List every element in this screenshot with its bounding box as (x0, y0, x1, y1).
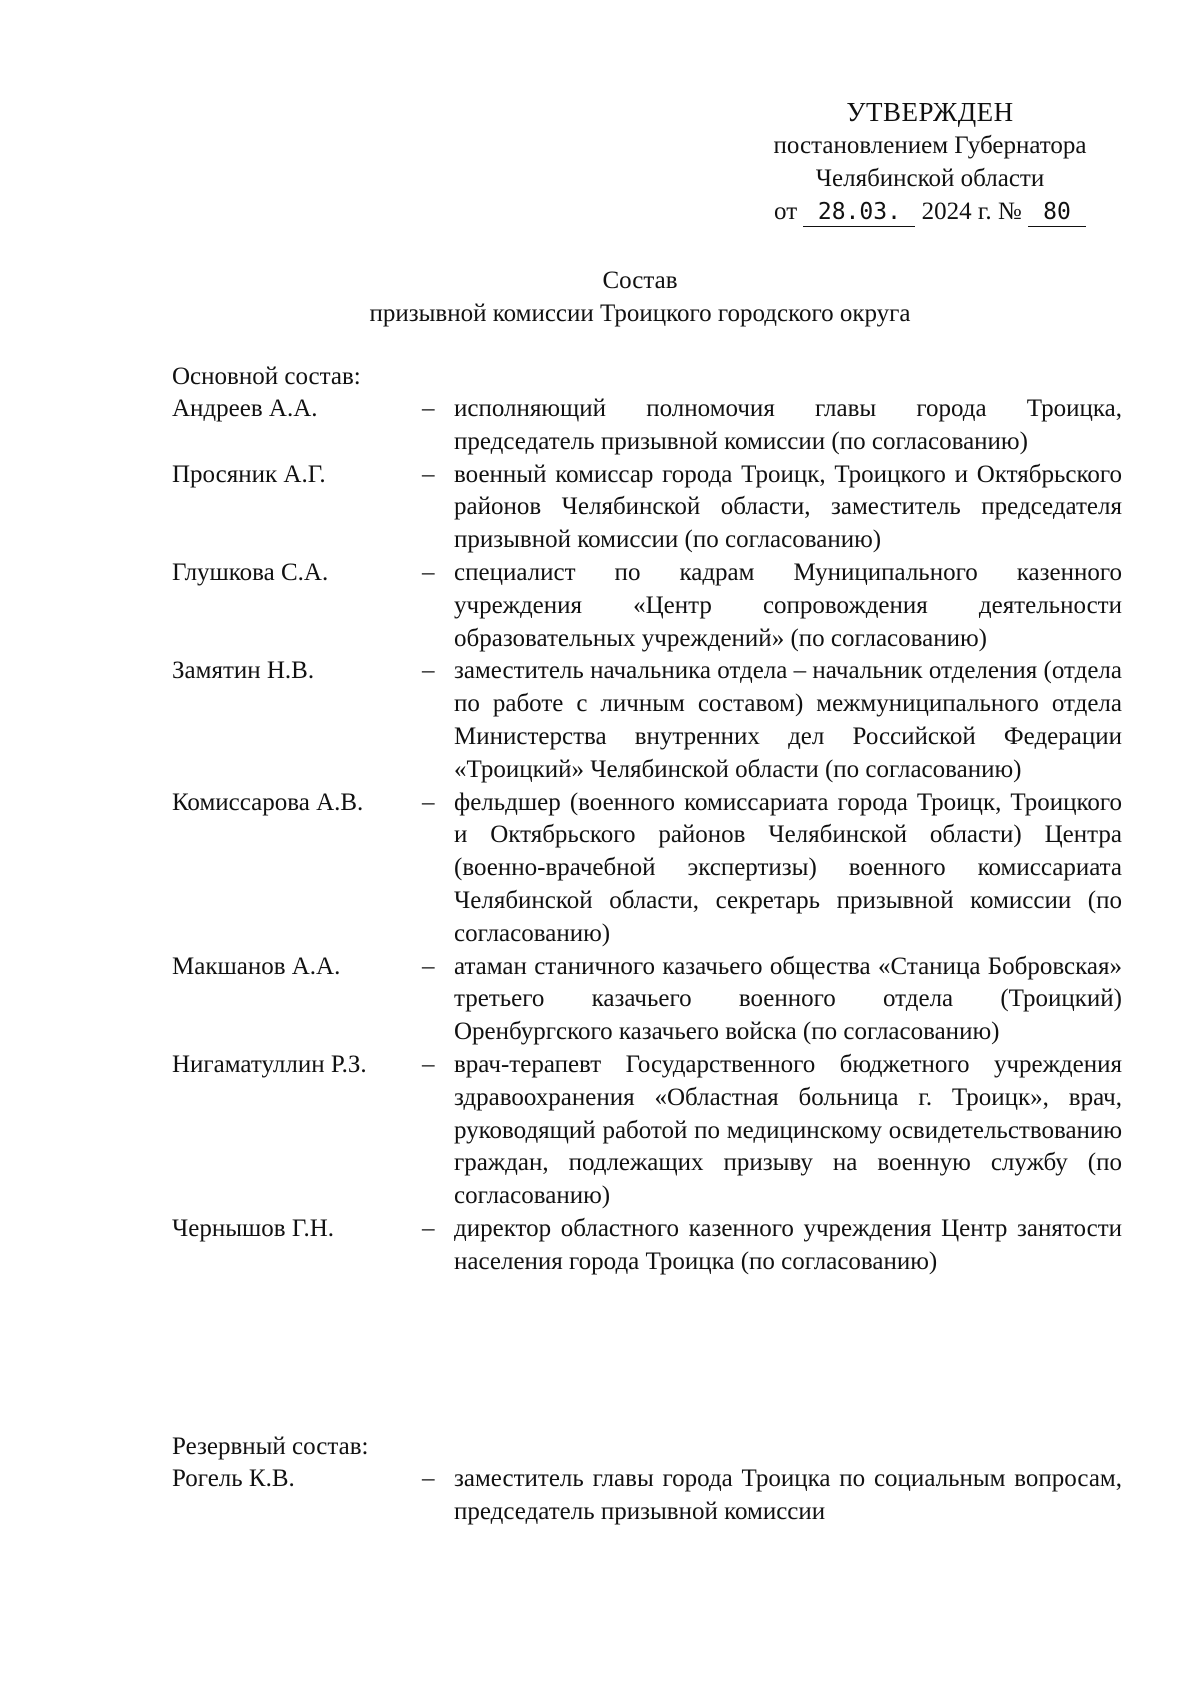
member-description: специалист по кадрам Муниципального казенного учреждения «Центр сопровождения деятельности образовательных учреждений» (по согласованию) (454, 558, 1122, 652)
member-description: врач-терапевт Государственного бюджетного учреждения здравоохранения «Областная больница г. Троицк», врач, руководящий работой по медицинскому освидетельствованию граждан, подлежащих призыву на военную службу (по согласованию) (454, 1050, 1122, 1210)
member-dash: – (422, 952, 435, 980)
member-description: военный комиссар города Троицк, Троицкого и Октябрьского районов Челябинской области, заместитель председателя призывной комиссии (по согласованию) (454, 460, 1122, 554)
document-subtitle: призывной комиссии Троицкого городского округа (369, 300, 911, 327)
document-heading (200, 264, 1080, 330)
main-members-list (172, 393, 1122, 1279)
document-title: Состав (602, 267, 678, 294)
member-row (172, 557, 1122, 655)
member-description: заместитель начальника отдела – начальник отделения (отдела по работе с личным составом) межмуниципального отдела Министерства внутренних дел Российской Федерации «Троицкий» Челябинской области (по согласованию) (454, 657, 1122, 783)
member-name: Макшанов А.А. (172, 952, 341, 980)
member-name: Андреев А.А. (172, 395, 318, 422)
reserve-members-list (172, 1463, 1122, 1529)
approval-stamp (720, 96, 1140, 228)
approval-date: 28.03. (803, 198, 915, 227)
member-description: атаман станичного казачьего общества «Станица Бобровская» третьего казачьего военного отдела (Троицкий) Оренбургского казачьего войска (по согласованию) (454, 952, 1122, 1046)
member-row (172, 787, 1122, 951)
approval-number: 80 (1028, 198, 1086, 227)
member-description: заместитель главы города Троицка по социальным вопросам, председатель призывной комиссии (454, 1465, 1122, 1525)
member-row (172, 393, 1122, 459)
approval-title: УТВЕРЖДЕН (846, 97, 1014, 127)
main-section-label: Основной состав: (172, 363, 361, 390)
member-description: исполняющий полномочия главы города Троицка, председатель призывной комиссии (по согласованию) (454, 395, 1122, 455)
member-dash: – (422, 1214, 435, 1242)
approval-line-1: постановлением Губернатора (773, 132, 1087, 159)
member-dash: – (422, 460, 435, 488)
member-row (172, 951, 1122, 1049)
member-dash: – (422, 1050, 435, 1078)
member-name: Рогель К.В. (172, 1465, 295, 1492)
member-dash: – (422, 395, 435, 422)
member-row (172, 1213, 1122, 1279)
reserve-section-label: Резервный состав: (172, 1433, 369, 1460)
date-prefix: от (774, 198, 798, 225)
approval-line-2: Челябинской области (815, 165, 1045, 192)
member-dash: – (422, 1465, 435, 1492)
member-dash: – (422, 657, 435, 685)
member-row (172, 1463, 1122, 1529)
member-row (172, 459, 1122, 557)
approval-date-line (720, 195, 1140, 228)
member-dash: – (422, 558, 435, 586)
member-row (172, 655, 1122, 786)
member-name: Нигаматуллин Р.З. (172, 1050, 367, 1078)
member-name: Чернышов Г.Н. (172, 1214, 335, 1242)
member-description: фельдшер (военного комиссариата города Троицк, Троицкого и Октябрьского районов Челябинской области) Центра (военно-врачебной экспертизы) военного комиссариата Челябинской области, секретарь призывной комиссии (по согласованию) (454, 788, 1122, 947)
member-name: Глушкова С.А. (172, 558, 329, 586)
member-name: Замятин Н.В. (172, 657, 315, 685)
approval-year: 2024 г. № (921, 198, 1022, 225)
member-name: Просяник А.Г. (172, 460, 326, 488)
member-dash: – (422, 788, 435, 816)
member-description: директор областного казенного учреждения Центр занятости населения города Троицка (по согласованию) (454, 1214, 1122, 1275)
member-row (172, 1049, 1122, 1213)
member-name: Комиссарова А.В. (172, 788, 364, 816)
